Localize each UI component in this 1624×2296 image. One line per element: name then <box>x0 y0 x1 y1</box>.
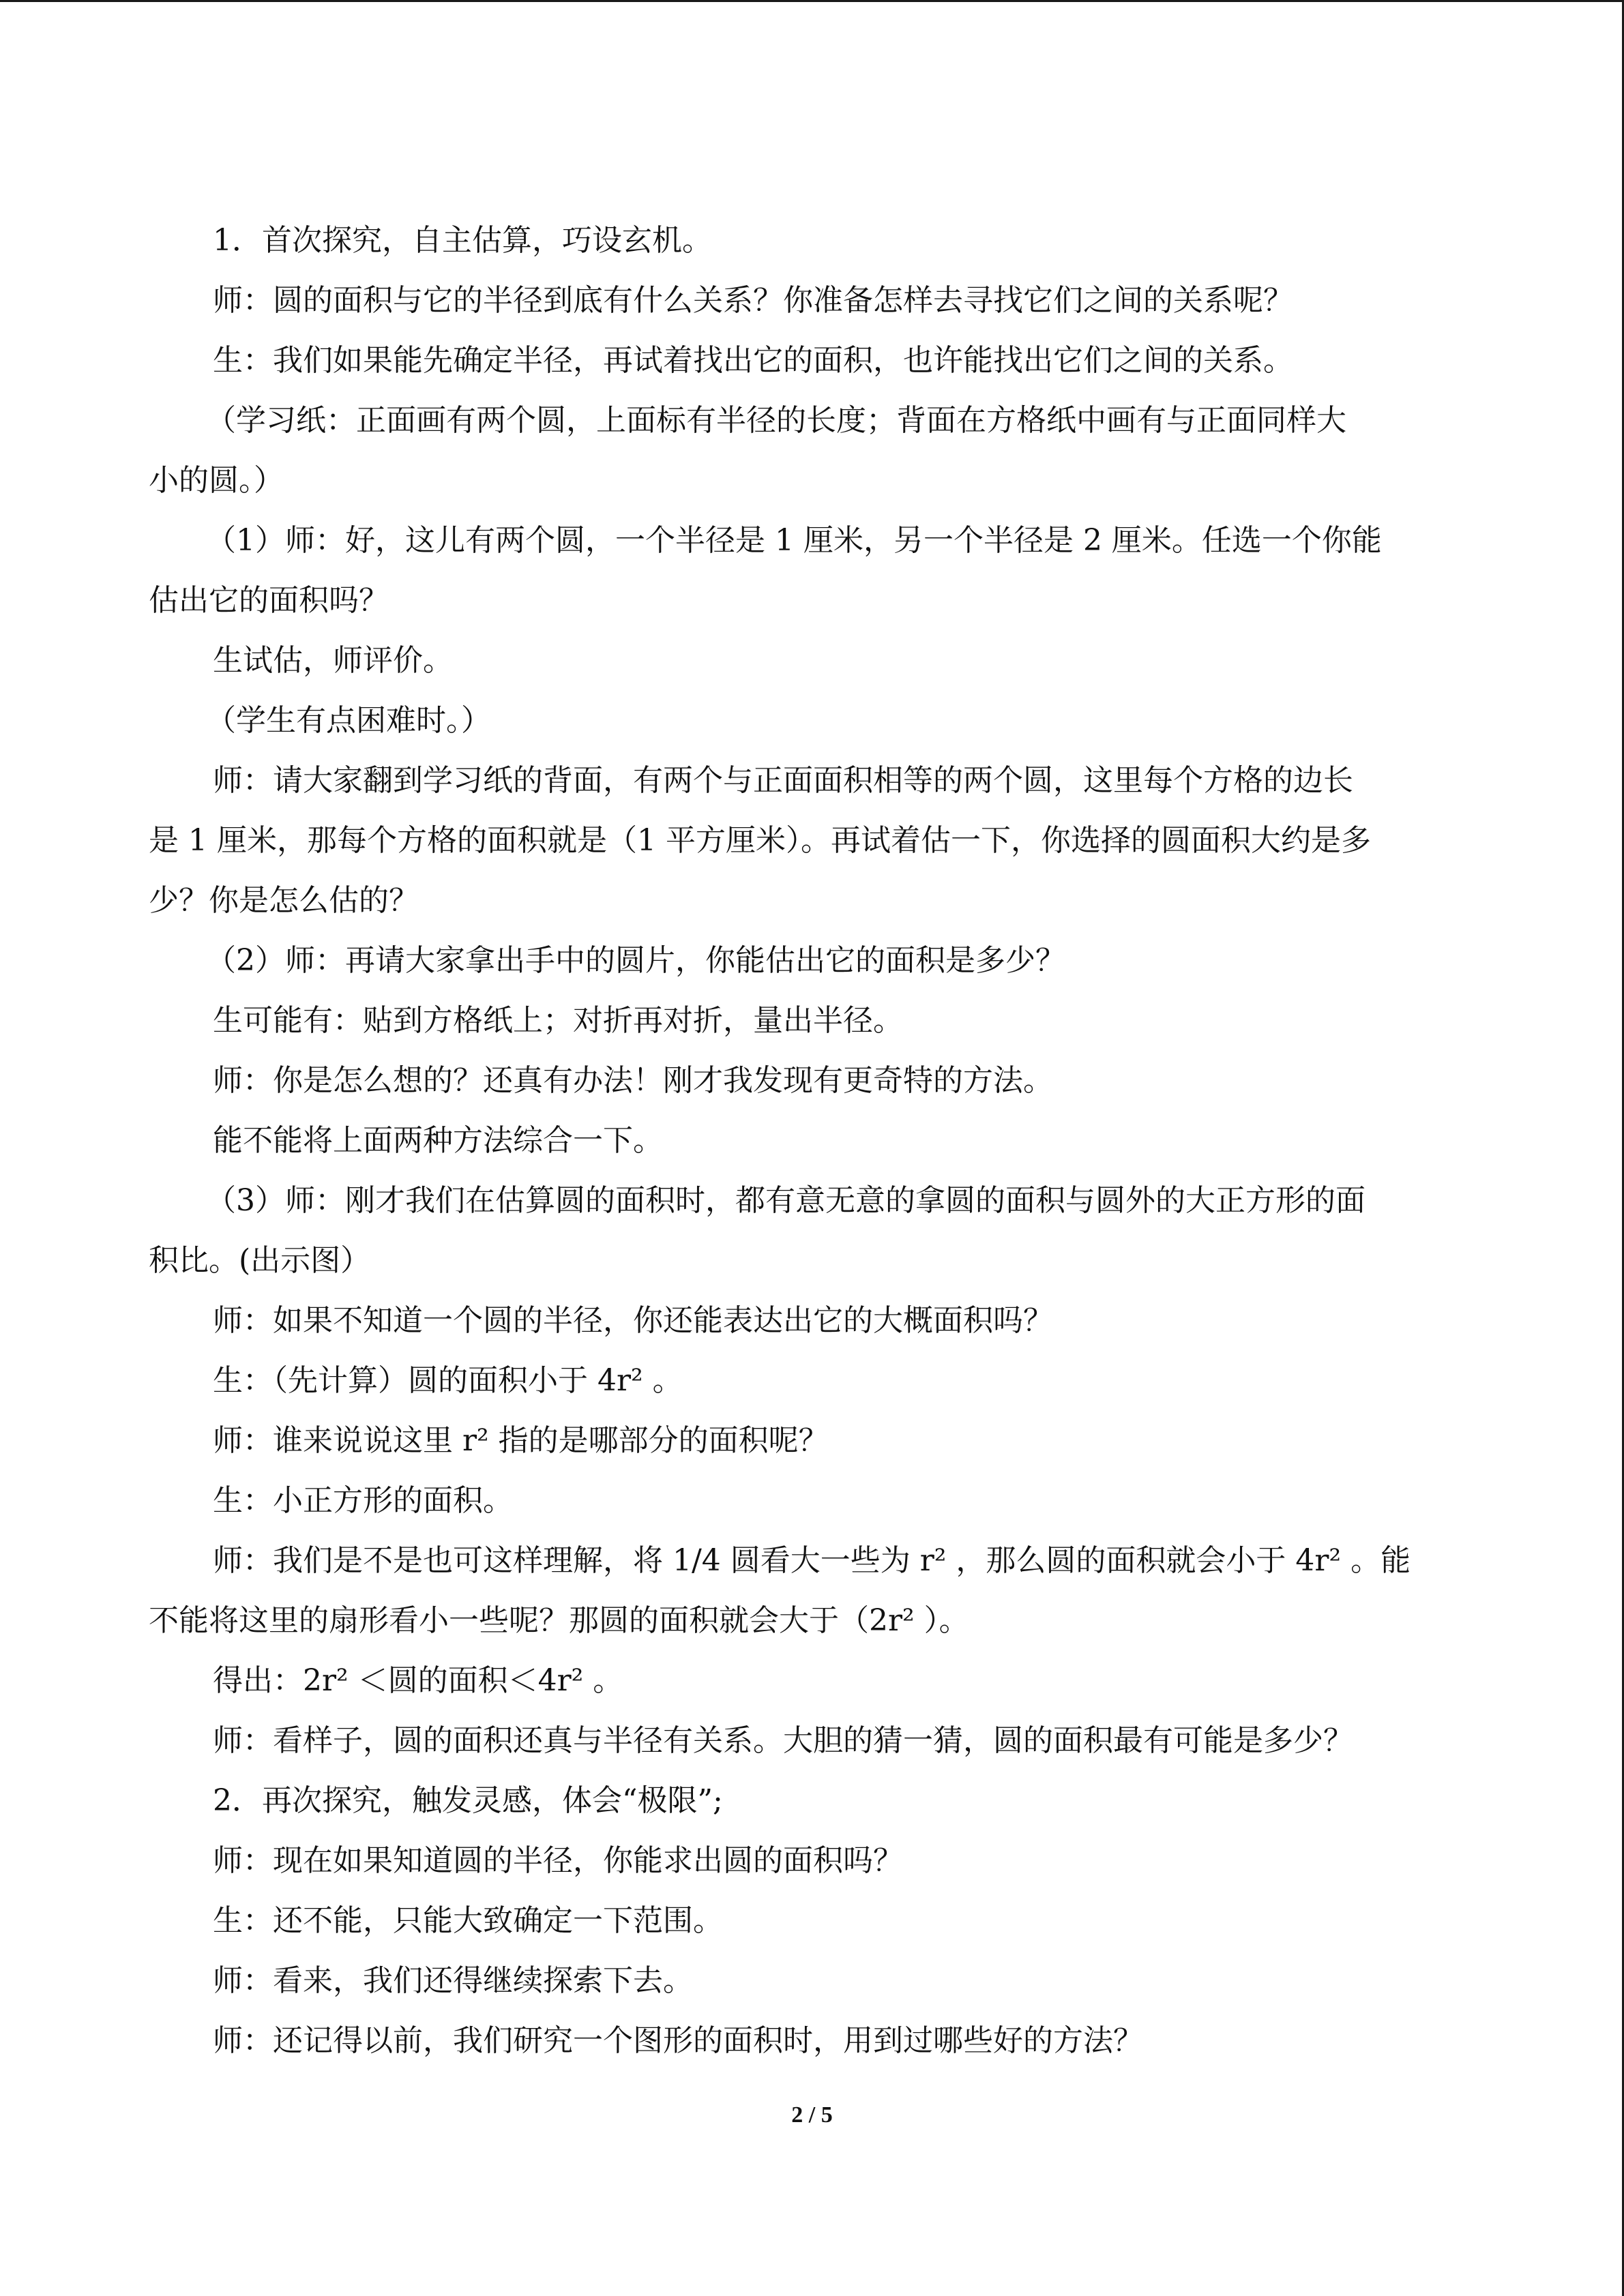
paragraph-line: 是 1 厘米，那每个方格的面积就是（1 平方厘米）。再试着估一下，你选择的圆面积大约是多 <box>149 823 1371 858</box>
paragraph-line: 师：你是怎么想的？还真有办法！刚才我发现有更奇特的方法。 <box>213 1063 1053 1098</box>
page-body <box>149 211 1479 2071</box>
paragraph-line: （2）师：再请大家拿出手中的圆片，你能估出它的面积是多少？ <box>206 943 1065 978</box>
paragraph-line: 师：圆的面积与它的半径到底有什么关系？你准备怎样去寻找它们之间的关系呢？ <box>213 283 1293 318</box>
paragraph-line: 生试估，师评价。 <box>213 643 453 678</box>
paragraph-line: 小的圆。） <box>149 463 284 498</box>
paragraph-line: 生：小正方形的面积。 <box>213 1483 513 1518</box>
paragraph-line: 师：看样子，圆的面积还真与半径有关系。大胆的猜一猜，圆的面积最有可能是多少？ <box>213 1723 1353 1758</box>
paragraph-line: 师：看来，我们还得继续探索下去。 <box>213 1963 693 1998</box>
paragraph-line: 少？你是怎么估的？ <box>149 883 419 918</box>
paragraph-line: 生：还不能，只能大致确定一下范围。 <box>213 1903 723 1938</box>
section-heading-1: 1．首次探究，自主估算，巧设玄机。 <box>213 223 712 258</box>
paragraph-line: （学习纸：正面画有两个圆，上面标有半径的长度；背面在方格纸中画有与正面同样大 <box>206 403 1346 438</box>
paragraph-line: 师：还记得以前，我们研究一个图形的面积时，用到过哪些好的方法？ <box>213 2023 1143 2058</box>
page-number: 2 / 5 <box>791 2102 833 2128</box>
paragraph-line: 得出：2r² ＜圆的面积＜4r² 。 <box>213 1663 623 1698</box>
paragraph-line: 生：（先计算）圆的面积小于 4r² 。 <box>213 1363 683 1398</box>
paragraph-line: 能不能将上面两种方法综合一下。 <box>213 1123 663 1158</box>
paragraph-line: 生：我们如果能先确定半径，再试着找出它的面积，也许能找出它们之间的关系。 <box>213 343 1293 378</box>
paragraph-line: 师：我们是不是也可这样理解，将 1/4 圆看大一些为 r² ，那么圆的面积就会小于 4r² 。能 <box>213 1543 1411 1578</box>
paragraph-line: 积比。(出示图） <box>149 1243 371 1278</box>
paragraph-line: （1）师：好，这儿有两个圆，一个半径是 1 厘米，另一个半径是 2 厘米。任选一个你能 <box>206 523 1382 558</box>
paragraph-line: 师：请大家翻到学习纸的背面，有两个与正面面积相等的两个圆，这里每个方格的边长 <box>213 763 1353 798</box>
paragraph-line: （学生有点困难时。） <box>206 703 491 738</box>
paragraph-line: 师：现在如果知道圆的半径，你能求出圆的面积吗？ <box>213 1843 903 1878</box>
paragraph-line: 师：谁来说说这里 r² 指的是哪部分的面积呢？ <box>213 1423 829 1458</box>
paragraph-line: 生可能有：贴到方格纸上；对折再对折，量出半径。 <box>213 1003 903 1038</box>
section-heading-2: 2．再次探究，触发灵感，体会“极限”; <box>213 1783 723 1818</box>
paragraph-line: 师：如果不知道一个圆的半径，你还能表达出它的大概面积吗？ <box>213 1303 1053 1338</box>
paragraph-line: （3）师：刚才我们在估算圆的面积时，都有意无意的拿圆的面积与圆外的大正方形的面 <box>206 1183 1365 1218</box>
paragraph-line: 不能将这里的扇形看小一些呢？那圆的面积就会大于（2r² ）。 <box>149 1603 969 1638</box>
paragraph-line: 估出它的面积吗？ <box>149 583 389 618</box>
